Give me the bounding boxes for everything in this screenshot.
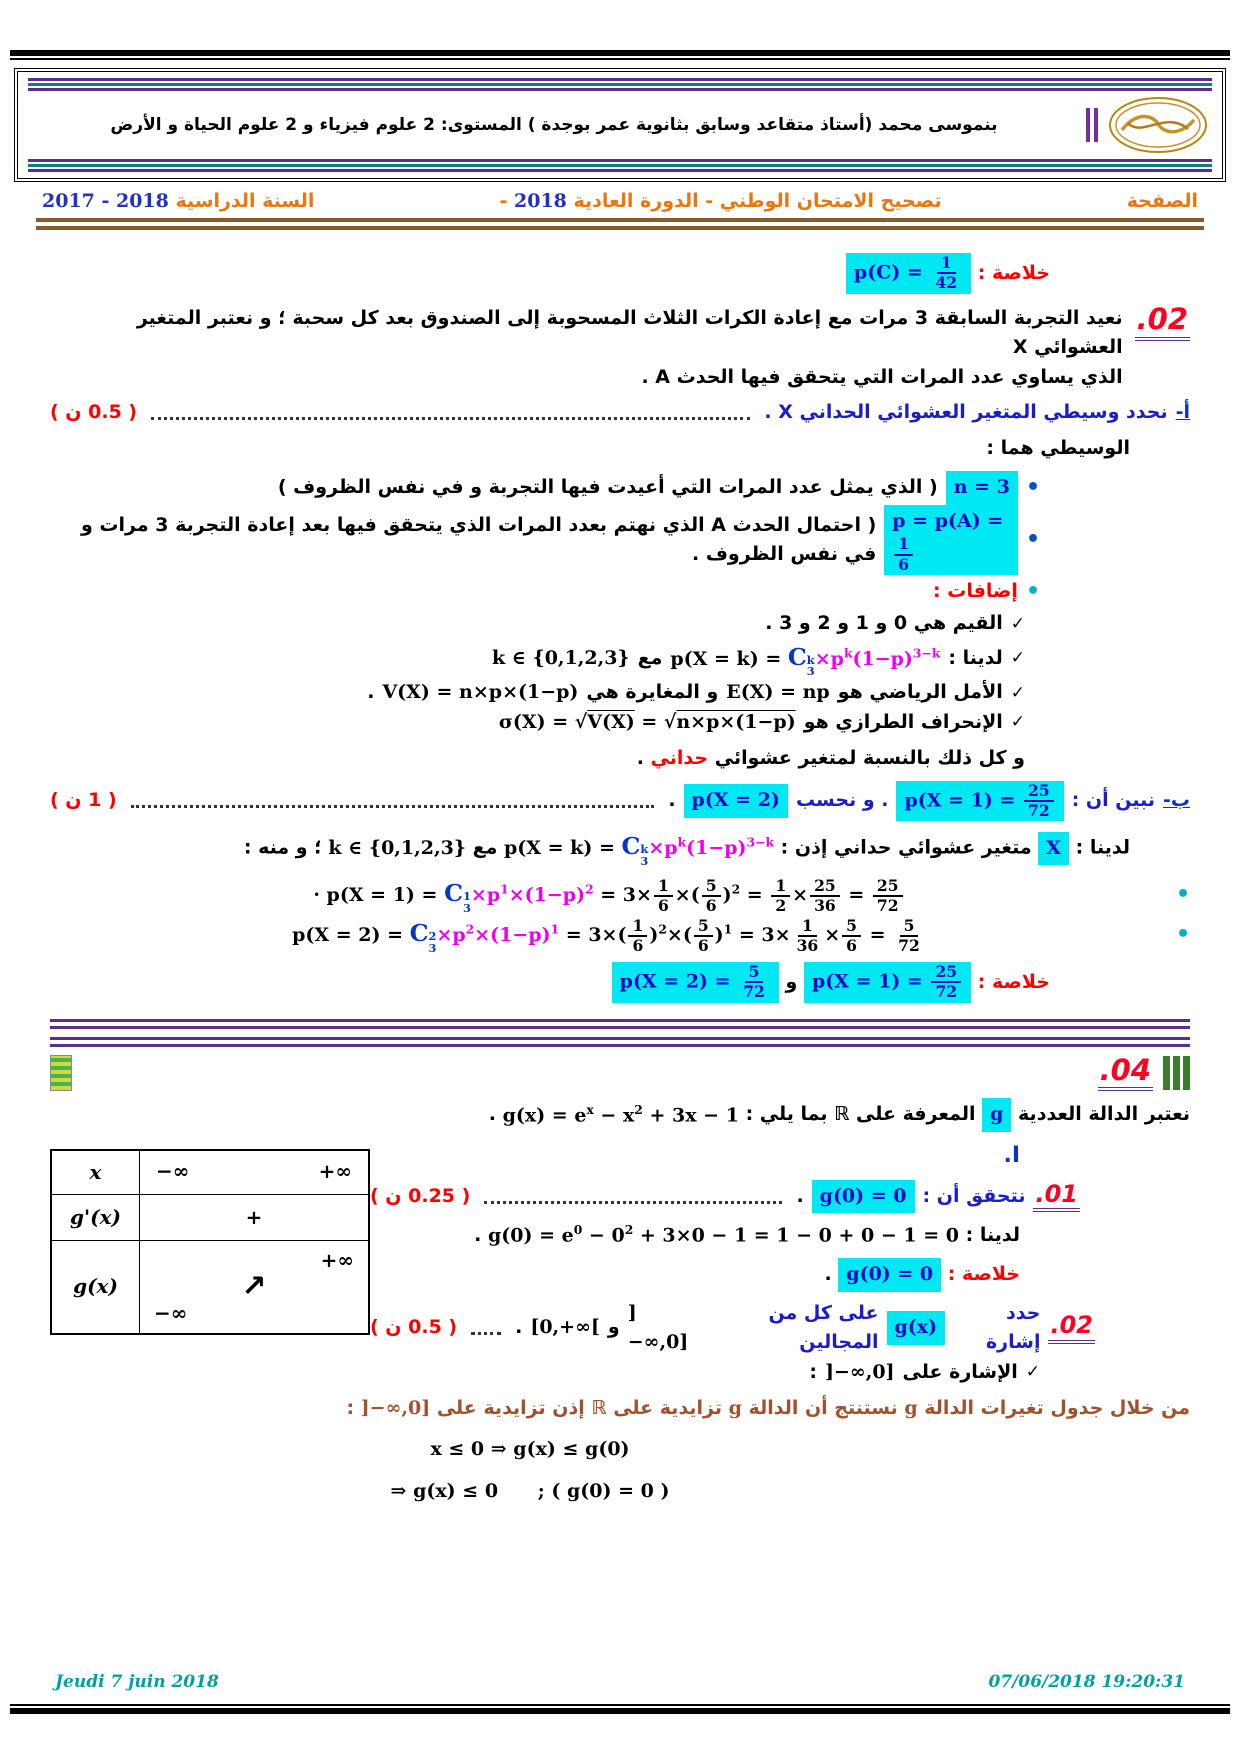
question-02-line2: الذي يساوي عدد المرات التي يتحقق فيها الحدث A . [641, 365, 1123, 388]
header-title-row [0, 182, 1240, 214]
section-separator [50, 1037, 1190, 1047]
calc-px2-line [50, 915, 1190, 955]
variance-mid: و المغايرة هي [586, 681, 719, 704]
question-02a-line [50, 398, 1190, 427]
check-icon: ✓ [1010, 682, 1025, 703]
item-a-text: نحدد وسيطي المتغير العشوائي الحداني X . [764, 401, 1168, 423]
conclusion-label: خلاصة : [977, 261, 1050, 284]
interval-pos: [0,+∞[ [530, 1316, 600, 1339]
bullet-icon: • [1025, 526, 1040, 552]
formula-expectation: E(X) = np [726, 681, 830, 704]
q2-mid: على كل من المجالين [768, 1301, 879, 1354]
stddev-line [50, 708, 1025, 737]
conclusion-label: خلاصة : [977, 970, 1050, 993]
document-title [314, 190, 1126, 212]
formula-px2: p(X = 2) [684, 784, 788, 817]
and-word: و [607, 1316, 620, 1339]
q1-text: نتحقق أن : [922, 1184, 1026, 1207]
sign-pre: الإشارة على [902, 1360, 1018, 1383]
formula-n: n = 3 [946, 471, 1018, 504]
variable-x: X [1038, 832, 1069, 865]
bullet-icon: • [1175, 921, 1190, 947]
purple-bars-decoration [1086, 108, 1098, 142]
formula-pmf-repeat: p(X = k) = C k 3 $\times p^k(1-p)^{3-k}$ [504, 832, 775, 869]
parameter-p-line [50, 505, 1040, 575]
ldina-label: لدينا : [1075, 836, 1130, 859]
title-main: تصحيح الامتحان الوطني - الدورة العادية [566, 190, 942, 212]
expectation-line [50, 678, 1025, 707]
implication-line-1 [50, 1435, 1010, 1465]
bottom-border-rule [10, 1704, 1230, 1714]
dotted-leader [484, 1190, 782, 1204]
values-text: القيم هي 0 و 1 و 2 و 3 . [765, 612, 1003, 635]
period: . [488, 1103, 496, 1126]
implication-line-2 [50, 1477, 1010, 1507]
parameter-n-note: ( الذي يمثل عدد المرات التي أعيدت فيها التجربة و في نفس الظروف ) [277, 476, 938, 499]
item-b-mid: . و نحسب [795, 789, 889, 812]
school-year [42, 190, 314, 212]
formula-kset: k ∈ {0,1,2,3} [492, 646, 630, 669]
period: . [367, 681, 375, 704]
teacher-info: بنموسى محمد (أستاذ متقاعد وسابق بثانوية عمر بوجدة ) المستوى: 2 علوم فيزياء و 2 علوم الحياة و الأرض [110, 115, 998, 135]
header-box [14, 68, 1226, 182]
binomial-word: حداني [650, 747, 709, 770]
dotted-leader [151, 406, 750, 420]
binomial-note-line [50, 744, 1025, 773]
formula-implication-2: ⇒ g(x) ≤ 0 ; ( g(0) = 0 ) [390, 1480, 670, 1503]
bullet-icon: • [1025, 579, 1040, 605]
formula-conclusion-px2: p(X = 2) = $\frac{5}{72}$ [612, 962, 779, 1003]
check-icon: ✓ [1010, 648, 1025, 669]
check-icon: ✓ [1010, 712, 1025, 733]
values-line [50, 609, 1025, 638]
bullet-icon: • [1025, 474, 1040, 500]
item-a-score: ( 0.5 ن ) [50, 401, 138, 423]
ldina-mid: متغير عشوائي حداني إذن : [780, 836, 1032, 859]
parameter-p-note: ( احتمال الحدث A الذي نهتم بعدد المرات الذي يتحقق فيها بعد إعادة التجربة 3 مرات و في نفس الظروف . [80, 513, 877, 566]
q1-score: ( 0.25 ن ) [370, 1184, 471, 1207]
page-footer [55, 1672, 1185, 1692]
question-04-2-number: 02. [1048, 1312, 1095, 1343]
pmf-line [50, 639, 1025, 679]
sign-interval-line [50, 1358, 1040, 1387]
sign-colon: : [809, 1360, 817, 1383]
calc-px1-line [50, 875, 1190, 915]
function-definition-line [50, 1098, 1190, 1131]
formula-p-c: p(C) = $\frac{1}{42}$ [846, 253, 971, 294]
logo-ornament-icon [1108, 96, 1208, 154]
decorative-stripes-bottom [28, 159, 1212, 172]
formula-pmf: p(X = k) = C k 3 $\times p^k(1-p)^{3-k}$ [670, 642, 941, 679]
footer-date-left: Jeudi 7 juin 2018 [55, 1672, 219, 1692]
period: . [824, 1263, 832, 1286]
x-min: −∞ [156, 1158, 190, 1183]
binomial-note-post: . [636, 747, 644, 770]
header-main-row [26, 93, 1214, 157]
question-02-line1: نعيد التجربة السابقة 3 مرات مع إعادة الكرات الثلاث المسحوبة إلى الصندوق بعد كل سحبة ؛ و نعتبر المتغير العشوائي X [136, 306, 1123, 359]
dotted-leader [131, 794, 655, 808]
dotted-leader [471, 1321, 501, 1335]
decorative-stripes-top [28, 78, 1212, 91]
top-border-rule [10, 50, 1230, 60]
check-icon: ✓ [1025, 1362, 1040, 1383]
formula-implication-1: x ≤ 0 ⇒ g(x) ≤ g(0) [430, 1438, 630, 1461]
table-gprime-label: g'(x) [52, 1195, 140, 1240]
question-04-header [50, 1052, 1190, 1092]
question-04-1-number: 01. [1033, 1181, 1080, 1212]
formula-kset-repeat: k ∈ {0,1,2,3} [328, 836, 467, 859]
extras-label: إضافات : [933, 580, 1018, 603]
formula-g0-conclusion: g(0) = 0 [838, 1258, 941, 1291]
item-b-score: ( 1 ن ) [50, 789, 117, 812]
function-intro-mid2: بما يلي : [745, 1103, 828, 1126]
part-one [50, 1139, 1190, 1358]
conclusion-px-line [50, 962, 1050, 1003]
striped-box-decoration [50, 1055, 72, 1091]
binomial-note-pre: و كل ذلك بالنسبة لمتغير عشوائي [714, 747, 1025, 770]
formula-variance: V(X) = n×p×(1−p) [382, 681, 579, 704]
formula-p: p = p(A) = $\frac{1}{6}$ [884, 505, 1018, 575]
question-02-text [50, 304, 1123, 392]
parameters-lead: الوسيطي هما : [986, 437, 1130, 460]
formula-g0: g(0) = 0 [812, 1180, 915, 1213]
period: . [474, 1224, 482, 1247]
formula-calc-px2: p(X = 2) = C 2 3 $\times p^2\times(1-p)^1 = 3\times$( $\frac{1}{6}$ )$^2$×( $\frac{5}{6}$ )$^1$ = 3× $\frac{1}{36}$ × $\frac{5}{6}$ = $\frac{5}{72}$ [292, 915, 920, 956]
interval-neg: ]−∞,0] [627, 1301, 689, 1354]
footer-timestamp: 07/06/2018 19:20:31 [988, 1672, 1185, 1692]
q1-post: . [796, 1184, 804, 1207]
title-dash: - [499, 190, 515, 212]
real-numbers-symbol: ℝ [834, 1103, 850, 1126]
variation-table [50, 1149, 370, 1335]
table-x-label: x [52, 1151, 140, 1194]
and-word: و [785, 970, 798, 993]
function-g: g [982, 1098, 1011, 1131]
with-word: مع [472, 836, 498, 859]
with-word: مع [637, 646, 663, 669]
x-max: +∞ [318, 1158, 352, 1183]
question-02-number: 02. [1135, 304, 1190, 341]
q2-pre: حدد إشارة [985, 1301, 1041, 1354]
question-02b-line [50, 781, 1190, 822]
function-intro-mid: المعرفة على [856, 1103, 976, 1126]
formula-px1: p(X = 1) = $\frac{25}{72}$ [896, 781, 1063, 822]
formula-gx: g(x) [887, 1311, 946, 1344]
extras-line [50, 575, 1040, 609]
roman-numeral: I. [1003, 1142, 1020, 1168]
table-row-g [52, 1241, 368, 1333]
monotony-explanation: من خلال جدول تغيرات الدالة g نستنتج أن الدالة g تزايدية على ℝ إذن تزايدية على ]−∞,0] : [346, 1396, 1190, 1419]
item-b-marker: ب- [1163, 789, 1190, 812]
q2-score: ( 0.5 ن ) [370, 1316, 458, 1339]
function-intro-pre: نعتبر الدالة العددية [1018, 1103, 1190, 1126]
formula-g-definition: $g(x) = e^x - x^2 + 3x - 1$ [502, 1101, 739, 1126]
item-b-post: . [668, 789, 676, 812]
ldina-post: ؛ و منه : [243, 836, 322, 859]
question-04-2-line [370, 1299, 1095, 1358]
formula-g0-computation: $g(0) = e^0 - 0^2 + 3\times 0 - 1 = 1 - 0 + 0 - 1 = 0$ [487, 1222, 960, 1247]
page-label: الصفحة [1126, 190, 1198, 212]
question-04-1-line [370, 1180, 1080, 1213]
item-a-marker: أ- [1175, 401, 1190, 423]
g-limit-minus-inf: −∞ [154, 1300, 188, 1325]
section-separator [50, 1019, 1190, 1029]
formula-stddev: σ(X) = √V(X) = √n×p×(1−p) [498, 710, 796, 733]
check-icon: ✓ [1010, 613, 1025, 634]
ldina-label: لدينا : [965, 1224, 1020, 1247]
stddev-pre: الإنحراف الطرازي هو [803, 710, 1003, 733]
question-04-number: 04. [1098, 1055, 1153, 1092]
brown-double-rule [36, 218, 1204, 230]
page-content [0, 230, 1240, 1507]
g-limit-plus-inf: +∞ [320, 1247, 354, 1272]
binomial-variable-line [50, 828, 1130, 868]
q2-post: . [515, 1316, 523, 1339]
title-year: 2018 [514, 190, 567, 212]
pmf-label: لدينا : [948, 646, 1003, 669]
school-year-value: 2017 - 2018 [42, 190, 169, 212]
gprime-sign: + [245, 1204, 263, 1229]
table-row-gprime [52, 1195, 368, 1241]
question-02 [50, 301, 1190, 392]
green-bars-decoration [1163, 1056, 1190, 1090]
formula-conclusion-px1: p(X = 1) = $\frac{25}{72}$ [804, 962, 971, 1003]
sign-interval: ]−∞,0] [824, 1360, 895, 1383]
school-year-label: السنة الدراسية [168, 190, 315, 212]
bullet-icon: • [1175, 882, 1190, 908]
table-row-x [52, 1151, 368, 1195]
increasing-arrow-icon: ↗ [241, 1268, 267, 1304]
expectation-pre: الأمل الرياضي هو [837, 681, 1003, 704]
formula-calc-px1: · p(X = 1) = C 1 3 $\times p^1\times(1-p)^2 = 3\times$ $\frac{1}{6}$ ×( $\frac{5}{6}$ )$^2$ = $\frac{1}{2}$ × $\frac{25}{36}$ = $\frac{25}{72}$ [50, 875, 1168, 915]
table-g-label: g(x) [52, 1241, 140, 1333]
conclusion-pc-line [50, 253, 1050, 294]
parameter-n-line [50, 471, 1040, 505]
conclusion-label: خلاصة : [947, 1263, 1020, 1286]
item-b-pre: نبين أن : [1071, 789, 1156, 812]
